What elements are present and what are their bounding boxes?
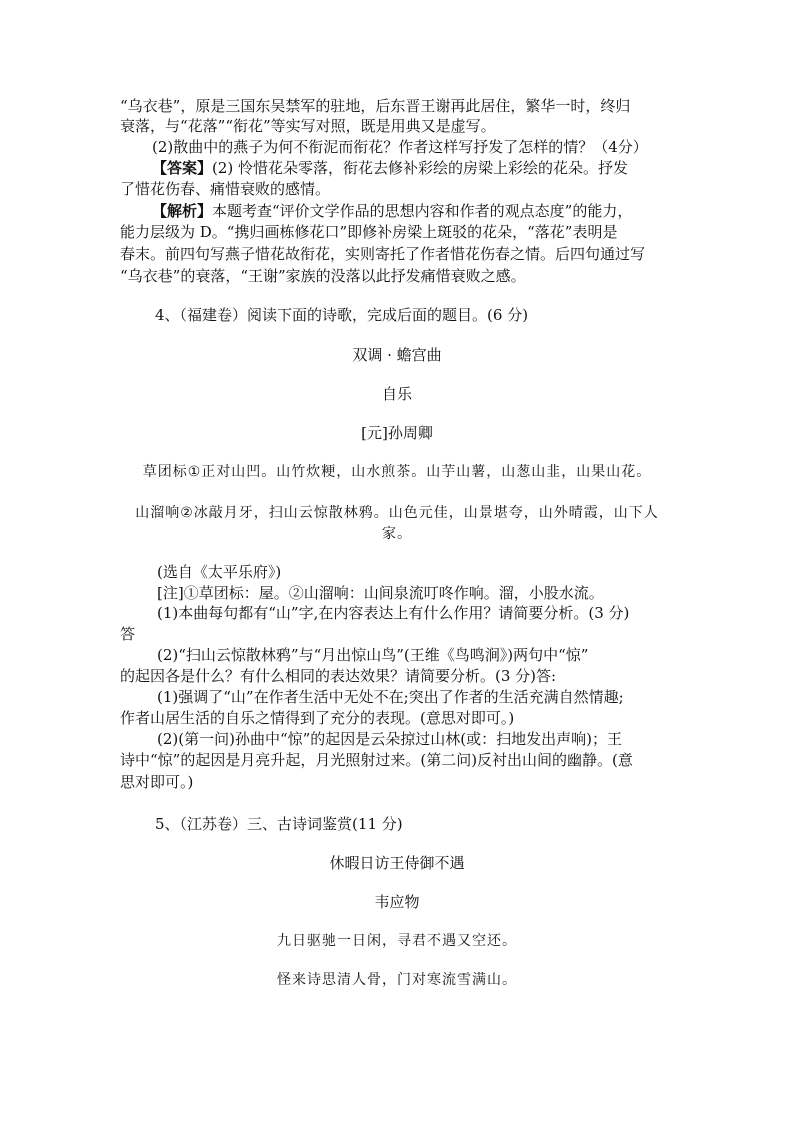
q3-analysis-line-4: “乌衣巷”的衰落，“王谢”家族的没落以此抒发痛惜衰败之感。 — [120, 267, 526, 285]
answer-text: (2) 怜惜花朵零落，衔花去修补彩绘的房梁上彩绘的花朵。抒发 — [212, 159, 629, 177]
q4-poem-line-1: 草团标①正对山凹。山竹炊粳，山水煎茶。山芋山薯，山葱山韭，山果山花。 — [142, 464, 652, 480]
q3-analysis-line-2: 能力层级为 D。“携归画栋修花口”即修补房梁上斑驳的花朵，“落花”表明是 — [120, 223, 618, 241]
q3-sub-question-2: (2)散曲中的燕子为何不衔泥而衔花？作者这样写抒发了怎样的情？（4分） — [152, 138, 648, 156]
analysis-text: 本题考查“评价文学作品的思想内容和作者的观点态度”的能力， — [212, 202, 633, 220]
q3-text-line-1: “乌衣巷”，原是三国东吴禁军的驻地，后东晋王谢再此居住，繁华一时，终归 — [120, 97, 631, 115]
q3-analysis-line-3: 春末。前四句写燕子惜花故衔花，实则寄托了作者惜花伤春之情。后四句通过写 — [120, 245, 646, 263]
q4-poem-title: 双调 · 蟾宫曲 — [352, 346, 442, 364]
q3-analysis-line-1 — [152, 201, 632, 221]
q4-heading: 4、（福建卷）阅读下面的诗歌，完成后面的题目。(6 分) — [155, 306, 529, 324]
q4-poem-author: [元]孙周卿 — [361, 424, 433, 442]
q4-answer-2-line-2: 诗中“惊”的起因是月亮升起，月光照射过来。(第二问)反衬出山间的幽静。(意 — [120, 751, 633, 769]
q4-sub-question-2-line-2: 的起因各是什么？有什么相同的表达效果？请简要分析。(3 分)答: — [120, 667, 557, 685]
q3-text-line-2: 衰落，与“花落”“衔花”等实写对照，既是用典又是虚写。 — [120, 117, 496, 135]
q4-answer-2-line-1: (2)(第一问)孙曲中“惊”的起因是云朵掠过山林(或：扫地发出声响)；王 — [157, 730, 622, 748]
q4-answer-1-line-1: (1)强调了“山”在作者生活中无处不在;突出了作者的生活充满自然情趣; — [157, 688, 624, 706]
answer-tag: 【答案】 — [152, 159, 213, 177]
q4-poem-line-2a: 山溜响②冰敲月牙，扫山云惊散林鸦。山色元佳，山景堪夸，山外晴霞，山下人 — [135, 505, 659, 521]
q3-answer-line-2: 了惜花伤春、痛惜衰败的感情。 — [120, 180, 331, 198]
analysis-tag: 【解析】 — [152, 202, 213, 220]
q5-poem-line-1: 九日驱驰一日闲，寻君不遇又空还。 — [277, 933, 517, 949]
q4-source: (选自《太平乐府》) — [157, 563, 282, 581]
q4-sub-answer-1: 答 — [120, 625, 136, 643]
q3-answer-line-1 — [152, 158, 628, 178]
q5-poem-line-2: 怪来诗思清人骨，门对寒流雪满山。 — [277, 972, 517, 988]
q4-poem-subtitle: 自乐 — [381, 385, 412, 403]
q4-answer-2-line-3: 思对即可。) — [120, 773, 194, 791]
q4-answer-1-line-2: 作者山居生活的自乐之情得到了充分的表现。(意思对即可。) — [120, 709, 515, 727]
q5-poem-author: 韦应物 — [374, 893, 420, 911]
q4-sub-question-1: (1)本曲每句都有“山”字,在内容表达上有什么作用？请简要分析。(3 分) — [157, 604, 630, 622]
q4-sub-question-2-line-1: (2)“扫山云惊散林鸦”与“月出惊山鸟”(王维《鸟鸣涧》)两句中“惊” — [157, 646, 589, 664]
q4-note: [注]①草团标：屋。②山溜响：山间泉流叮咚作响。溜，小股水流。 — [157, 584, 604, 602]
q4-poem-line-2b: 家。 — [382, 526, 412, 542]
q5-poem-title: 休暇日访王侍御不遇 — [329, 854, 465, 872]
q5-heading: 5、（江苏卷）三、古诗词鉴赏(11 分) — [155, 815, 403, 833]
